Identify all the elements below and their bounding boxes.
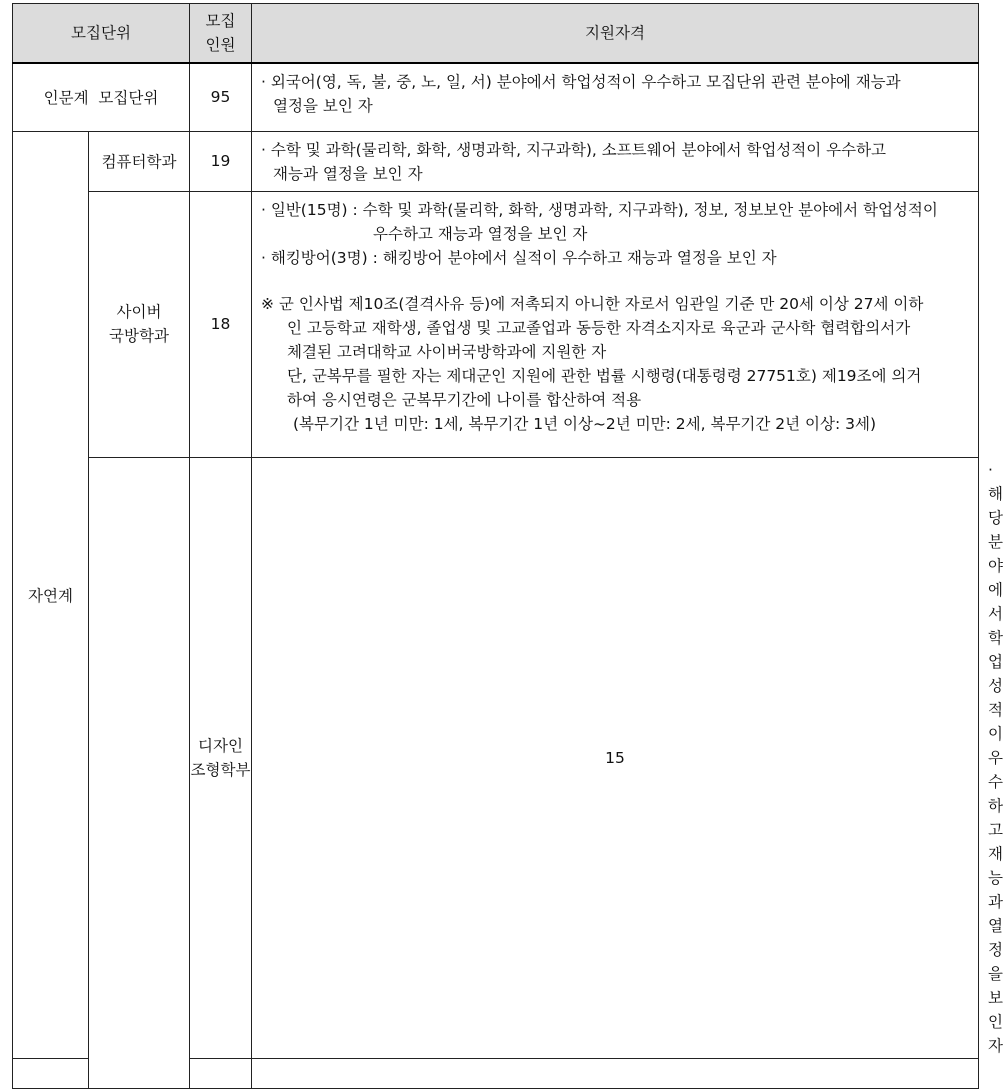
- table-row-computer: [13, 131, 979, 191]
- qualification-line: 열정을 보인 자: [273, 97, 373, 115]
- qualification-line: · 해킹방어(3명) : 해킹방어 분야에서 실적이 우수하고 재능과 열정을 보인 자: [261, 248, 777, 267]
- note-line: 체결된 고려대학교 사이버국방학과에 지원한 자: [287, 342, 607, 361]
- note-line: 하여 응시연령은 군복무기간에 나이를 합산하여 적용: [287, 390, 642, 409]
- header-quota: [190, 4, 252, 64]
- quota-humanities: 95: [190, 63, 252, 131]
- quota-design: 15: [252, 457, 979, 1058]
- group-blank: [89, 457, 190, 1088]
- dept-design: [190, 457, 252, 1058]
- quota-cyber-defense: 18: [190, 191, 252, 457]
- qualification-humanities: [252, 63, 979, 131]
- header-unit: 모집단위: [13, 4, 190, 64]
- header-qualification: 지원자격: [252, 4, 979, 64]
- qualification-line: 우수하고 재능과 열정을 보인 자: [373, 224, 588, 243]
- dept-line: 디자인: [198, 736, 243, 755]
- note-line: ※ 군 인사법 제10조(결격사유 등)에 저촉되지 아니한 자로서 임관일 기준 만 20세 이상 27세 이하: [261, 294, 924, 313]
- cell-cut: [252, 1058, 979, 1088]
- qualification-line: · 외국어(영, 독, 불, 중, 노, 일, 서) 분야에서 학업성적이 우수하고 모집단위 관련 분야에 재능과: [261, 73, 901, 91]
- qualification-computer: [252, 131, 979, 191]
- unit-humanities: 인문계 모집단위: [13, 63, 190, 131]
- spacer: [261, 270, 968, 292]
- dept-cyber-defense: [89, 191, 190, 457]
- cell-cut: [13, 1058, 89, 1088]
- note-line: 단, 군복무를 필한 자는 제대군인 지원에 관한 법률 시행령(대통령령 27751호) 제19조에 의거: [287, 366, 922, 385]
- qualification-line: · 일반(15명) : 수학 및 과학(물리학, 화학, 생명과학, 지구과학), 정보, 정보보안 분야에서 학업성적이: [261, 200, 938, 219]
- header-quota-line1: 모집: [205, 12, 236, 30]
- group-natural-science: 자연계: [13, 131, 89, 1058]
- qualification-table: [12, 3, 1003, 1089]
- qualification-line: 재능과 열정을 보인 자: [273, 164, 423, 183]
- qualification-cyber-defense: [252, 191, 979, 457]
- cell-cut: [190, 1058, 252, 1088]
- header-quota-line2: 인원: [205, 36, 236, 54]
- qualification-line: · 수학 및 과학(물리학, 화학, 생명과학, 지구과학), 소프트웨어 분야에서 학업성적이 우수하고: [261, 140, 887, 159]
- table-row-cyber-defense: [13, 191, 979, 457]
- table-row-design: 디자인 조형학부 15 · 해당 분야에서 학업성적이 우수하고 재능과 열정을 보인 자: [13, 457, 979, 1058]
- dept-computer: 컴퓨터학과: [89, 131, 190, 191]
- table-row-humanities: [13, 63, 979, 131]
- note-line: 인 고등학교 재학생, 졸업생 및 고교졸업과 동등한 자격소지자로 육군과 군사학 협력합의서가: [287, 318, 911, 337]
- quota-computer: 19: [190, 131, 252, 191]
- header-row: [13, 4, 979, 64]
- dept-line: 조형학부: [190, 760, 251, 779]
- dept-line: 사이버: [116, 303, 162, 321]
- dept-line: 국방학과: [109, 327, 169, 345]
- note-line: (복무기간 1년 미만: 1세, 복무기간 1년 이상~2년 미만: 2세, 복무기간 2년 이상: 3세): [293, 414, 877, 433]
